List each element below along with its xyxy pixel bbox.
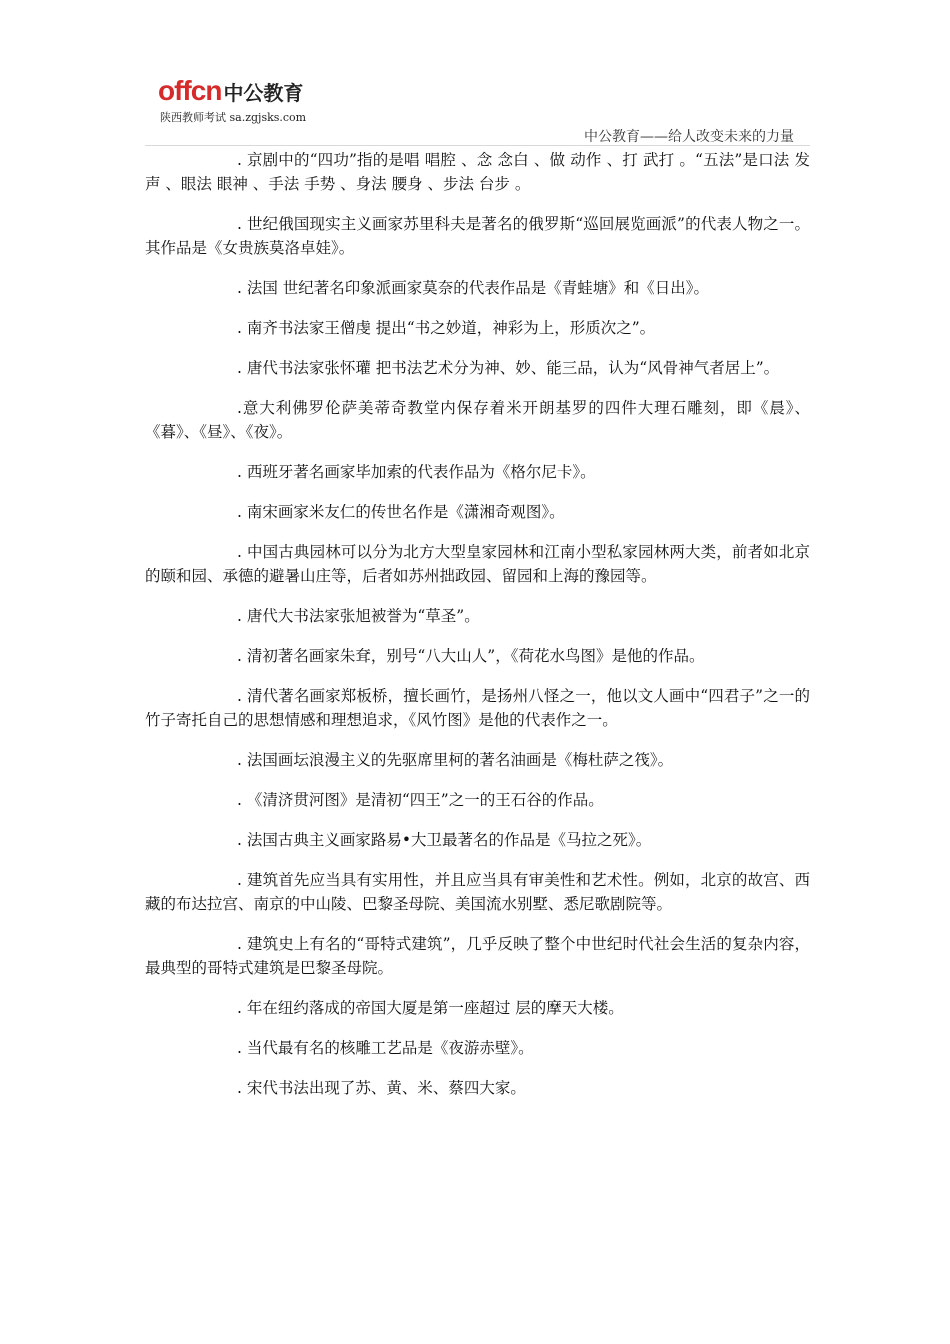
- logo-subtitle: 陕西教师考试 sa.zgjsks.com: [160, 111, 307, 124]
- paragraph: . 唐代大书法家张旭被誉为“草圣”。: [237, 607, 480, 625]
- paragraph: .意大利佛罗伦萨美蒂奇教堂内保存着米开朗基罗的四件大理石雕刻，即《晨》、《暮》、《昼》、《夜》。: [145, 399, 810, 441]
- paragraph: . 西班牙著名画家毕加索的代表作品为《格尔尼卡》。: [237, 463, 596, 481]
- paragraph: . 世纪俄国现实主义画家苏里科夫是著名的俄罗斯“巡回展览画派”的代表人物之一。其作品是《女贵族莫洛卓娃》。: [145, 215, 810, 257]
- paragraph: . 京剧中的“四功”指的是唱 唱腔 、念 念白 、做 动作 、打 武打 。“五法”是口法 发声 、眼法 眼神 、手法 手势 、身法 腰身 、步法 台步 。: [145, 151, 810, 193]
- paragraph: . 法国画坛浪漫主义的先驱席里柯的著名油画是《梅杜萨之筏》。: [237, 751, 674, 769]
- document-body: [145, 148, 810, 1116]
- paragraph: . 法国古典主义画家路易•大卫最著名的作品是《马拉之死》。: [237, 831, 652, 849]
- paragraph: . 建筑首先应当具有实用性，并且应当具有审美性和艺术性。例如，北京的故宫、西藏的布达拉宫、南京的中山陵、巴黎圣母院、美国流水别墅、悉尼歌剧院等。: [145, 871, 810, 913]
- paragraph: . 年在纽约落成的帝国大厦是第一座超过 层的摩天大楼。: [237, 999, 624, 1017]
- header-slogan: 中公教育——给人改变未来的力量: [584, 129, 794, 145]
- paragraph: . 唐代书法家张怀瓘 把书法艺术分为神、妙、能三品，认为“风骨神气者居上”。: [237, 359, 780, 377]
- logo-brand-cn: 中公教育: [223, 83, 304, 105]
- paragraph: . 宋代书法出现了苏、黄、米、蔡四大家。: [237, 1079, 526, 1097]
- paragraph: . 清代著名画家郑板桥，擅长画竹，是扬州八怪之一，他以文人画中“四君子”之一的竹子寄托自己的思想情感和理想追求，《风竹图》是他的代表作之一。: [145, 687, 810, 729]
- paragraph: . 法国 世纪著名印象派画家莫奈的代表作品是《青蛙塘》和《日出》。: [237, 279, 710, 297]
- paragraph: . 南宋画家米友仁的传世名作是《潇湘奇观图》。: [237, 503, 565, 521]
- paragraph: . 中国古典园林可以分为北方大型皇家园林和江南小型私家园林两大类，前者如北京的颐和园、承德的避暑山庄等，后者如苏州拙政园、留园和上海的豫园等。: [145, 543, 810, 585]
- paragraph: . 南齐书法家王僧虔 提出“书之妙道，神彩为上，形质次之”。: [237, 319, 656, 337]
- paragraph: . 建筑史上有名的“哥特式建筑”，几乎反映了整个中世纪时代社会生活的复杂内容，最典型的哥特式建筑是巴黎圣母院。: [145, 935, 810, 977]
- logo-brand: [158, 76, 303, 109]
- paragraph: . 清初著名画家朱耷，别号“八大山人”，《荷花水鸟图》是他的作品。: [237, 647, 705, 665]
- paragraph: . 当代最有名的核雕工艺品是《夜游赤壁》。: [237, 1039, 534, 1057]
- paragraph: . 《清济贯河图》是清初“四王”之一的王石谷的作品。: [237, 791, 604, 809]
- logo-brand-text: offcn: [158, 75, 222, 106]
- header-divider: [145, 145, 810, 146]
- offcn-logo: [158, 76, 318, 126]
